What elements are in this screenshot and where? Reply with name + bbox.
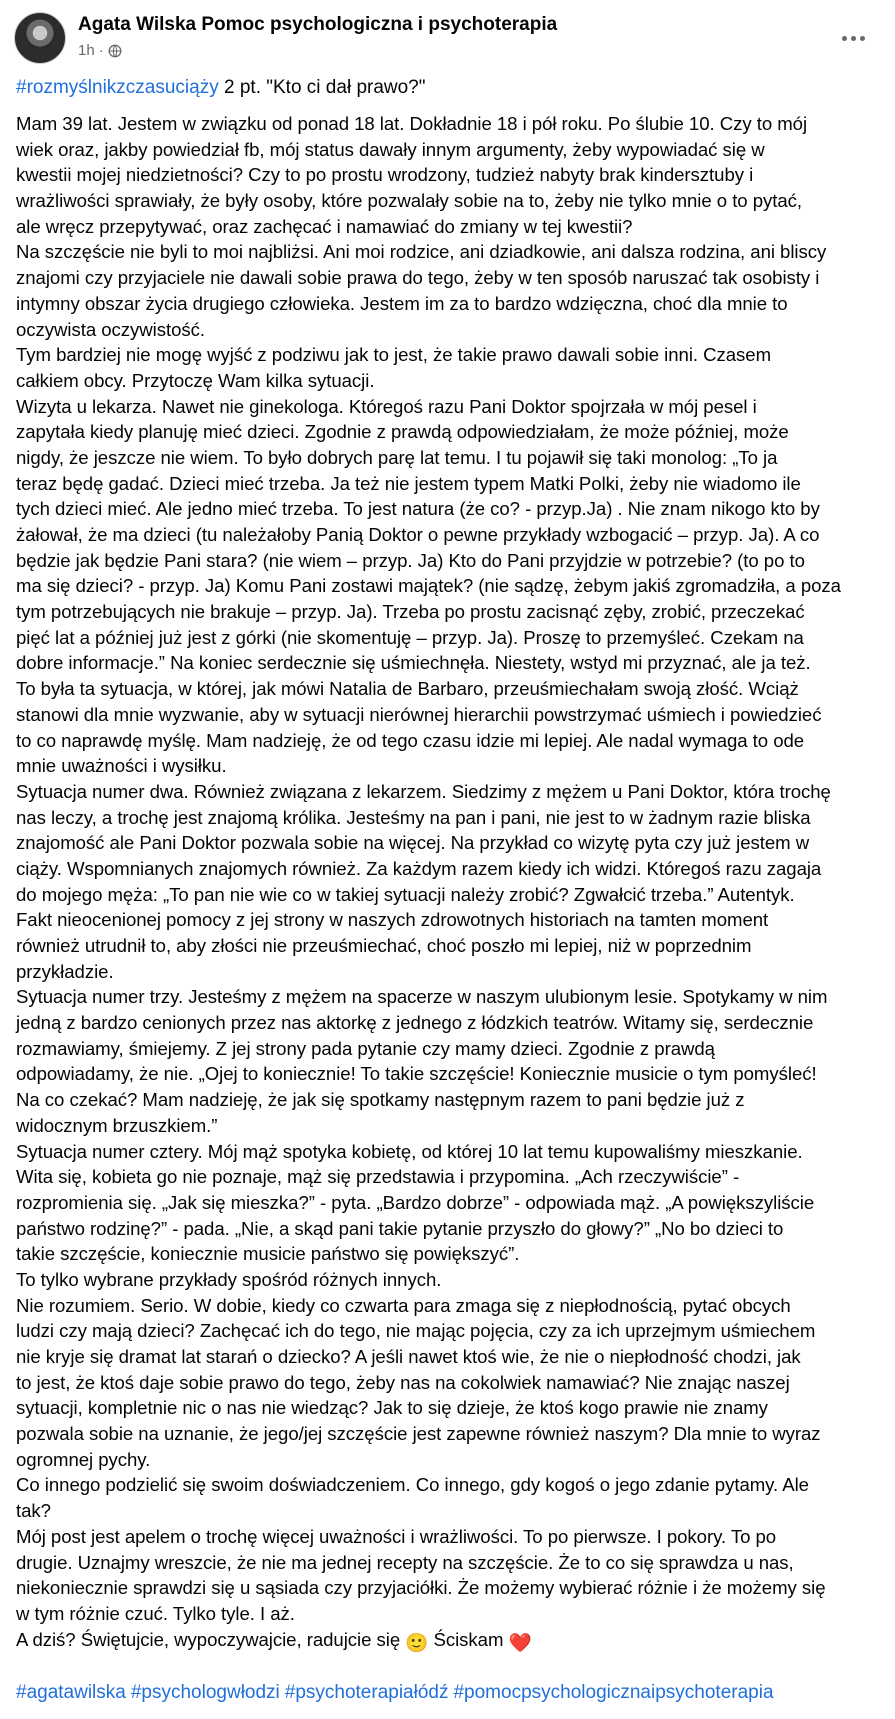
hashtag-link[interactable]: #agatawilska xyxy=(16,1682,126,1703)
post-text-line: drugie. Uznajmy wreszcie, że nie ma jednej recepty na szczęście. Że to co się sprawdza u nas, xyxy=(16,1551,794,1573)
post-text-line: wiek oraz, jakby powiedział fb, mój status dawały innym argumenty, żeby wypowiadać się w xyxy=(16,138,765,160)
post-text-line: tak? xyxy=(16,1500,51,1522)
post-text-line: mnie uważności i wysiłku. xyxy=(16,755,227,777)
closing-text-2: Ściskam xyxy=(428,1628,509,1650)
post-text-line: ludzi czy mają dzieci? Zachęcać ich do tego, nie mając pojęcia, czy za ich uprzejmym uśmiechem xyxy=(16,1320,816,1342)
post-text-line: znajomi czy przyjaciele nie dawali sobie prawa do tego, żeby w ten sposób naruszać tak osobisty i xyxy=(16,267,820,289)
dot-icon xyxy=(860,36,865,41)
post-text-line: państwo rodzinę?” - pada. „Nie, a skąd pani takie pytanie przyszło do głowy?” „No bo dzieci to xyxy=(16,1217,784,1239)
post-text-line: wrażliwości sprawiały, że były osoby, które pozwalały sobie na to, żeby nie tylko mnie o to pytać, xyxy=(16,190,803,212)
post-text-line: teraz będę gadać. Dzieci mieć trzeba. Ja też nie jestem typem Matki Polki, żeby nie wiadomo ile xyxy=(16,472,801,494)
hashtag-link[interactable]: #pomocpsychologicznaipsychoterapia xyxy=(453,1682,774,1703)
post-text-line: do mojego męża: „To pan nie wie co w takiej sytuacji należy zrobić? Zgwałcić trzeba.” Autentyk. xyxy=(16,883,795,905)
author-name[interactable]: Agata Wilska Pomoc psychologiczna i psychoterapia xyxy=(78,14,558,35)
post-text-line: Sytuacja numer cztery. Mój mąż spotyka kobietę, od której 10 lat temu kupowaliśmy mieszkanie. xyxy=(16,1140,803,1162)
heart-emoji-icon: ❤️ xyxy=(508,1631,532,1653)
post-text-line: To tylko wybrane przykłady spośród różnych innych. xyxy=(16,1268,442,1290)
post-text-line: to co naprawdę myślę. Mam nadzieję, że od tego czasu idzie mi lepiej. Ale nadal wymaga to ode xyxy=(16,729,805,751)
post-text-line: ma się dzieci? - przyp. Ja) Komu Pani zostawi majątek? (nie sądzę, żebym jakiś zgromadziła, a poza xyxy=(16,575,841,597)
post-text-line: jedną z bardzo cenionych przez nas aktorkę z jednego z łódzkich teatrów. Witamy się, serdecznie xyxy=(16,1012,814,1034)
post-text-line: przykładzie. xyxy=(16,960,114,982)
post-text-line: ciąży. Wspomnianych znajomych również. Za każdym razem kiedy ich widzi. Któregoś razu zagaja xyxy=(16,857,822,879)
smile-emoji-icon: 🙂 xyxy=(405,1631,429,1653)
post-text-line: odpowiadamy, że nie. „Ojej to koniecznie! To takie szczęście! Koniecznie musicie o tym pomyśleć! xyxy=(16,1063,817,1085)
post-text-line: Wita się, kobieta go nie poznaje, mąż się przedstawia i przypomina. „Ach rzeczywiście” - xyxy=(16,1166,740,1188)
post-text-line: Na co czekać? Mam nadzieję, że jak się spotkamy następnym razem to pani będzie już z xyxy=(16,1089,745,1111)
post-text-line: tych dzieci mieć. Ale jedno mieć trzeba. To jest natura (że co? - przyp.Ja) . Nie znam nikogo kto by xyxy=(16,498,820,520)
post-text-line: rozmawiamy, śmiejemy. Z jej strony pada pytanie czy mamy dzieci. Zgodnie z prawdą xyxy=(16,1037,715,1059)
post-text-line: sytuacji, kompletnie nic o nas nie wiedząc? Jak to się dzieje, że ktoś kogo prawie nie znamy xyxy=(16,1397,768,1419)
post-body xyxy=(16,111,886,1652)
post-text-line: nas leczy, a trochę jest znajomą królika. Jesteśmy na pan i pani, nie jest to w żadnym razie bliska xyxy=(16,806,811,828)
post-text-line: ale wręcz przepytywać, oraz zachęcać i namawiać do zmiany w tej kwestii? xyxy=(16,215,633,237)
footer-hashtags xyxy=(16,1680,779,1706)
post-text-line: dobre informacje.” Na koniec serdecznie się uśmiechnęła. Niestety, wstyd mi przyznać, ale ja też. xyxy=(16,652,811,674)
post-text-line: znajomość ale Pani Doktor pozwala sobie na więcej. Na przykład co wizytę pyta czy już jestem w xyxy=(16,832,810,854)
intro-text: 2 pt. "Kto ci dał prawo?" xyxy=(218,77,426,98)
hashtag-link[interactable]: #psychologwłodzi xyxy=(130,1682,280,1703)
more-options-button[interactable] xyxy=(835,20,871,56)
intro-hashtag-link[interactable]: #rozmyślnikzczasuciąży xyxy=(16,77,219,98)
post-text-line: również utrudnił to, aby złości nie przeuśmiechać, choć poszło mi lepiej, niż w poprzednim xyxy=(16,935,752,956)
post-text-line: oczywista oczywistość. xyxy=(16,318,206,340)
post-text-line: Co innego podzielić się swoim doświadczeniem. Co innego, gdy kogoś o jego zdanie pytamy. Ale xyxy=(16,1474,809,1496)
post-text-line: takie szczęście, koniecznie musicie państwo się powiększyć”. xyxy=(16,1243,520,1265)
post-text-line: niekoniecznie sprawdzi się u sąsiada czy przyjaciółki. Że możemy wybierać różnie i że możemy się xyxy=(16,1577,826,1599)
post-time[interactable]: 1h xyxy=(78,42,95,59)
post-text-line: Sytuacja numer dwa. Również związana z lekarzem. Siedzimy z mężem u Pani Doktor, która trochę xyxy=(16,780,831,802)
dot-icon xyxy=(851,36,856,41)
post-text-line: żałował, że ma dzieci (tu należałoby Panią Doktor o pewne przykłady wzbogacić – przyp. Ja). A co xyxy=(16,524,820,545)
post-intro xyxy=(16,75,426,101)
post-text-line: rozpromienia się. „Jak się mieszka?” - pyta. „Bardzo dobrze” - odpowiada mąż. „A powiększyliście xyxy=(16,1191,815,1213)
post-text-line: Nie rozumiem. Serio. W dobie, kiedy co czwarta para zmaga się z niepłodnością, pytać obcych xyxy=(16,1294,791,1316)
post-text-line: stanowi dla mnie wyzwanie, aby w sytuacji nierównej hierarchii powstrzymać uśmiech i powiedzieć xyxy=(16,703,822,725)
post-text-line: Sytuacja numer trzy. Jesteśmy z mężem na spacerze w naszym ulubionym lesie. Spotykamy w nim xyxy=(16,986,828,1008)
post-text-line: Mam 39 lat. Jestem w związku od ponad 18 lat. Dokładnie 18 i pół roku. Po ślubie 10. Czy to mój xyxy=(16,113,808,134)
post-text-line: Fakt nieocenionej pomocy z jej strony w naszych zdrowotnych historiach na tamten moment xyxy=(16,909,769,931)
post-text-line: nie kryje się dramat lat starań o dziecko? A jeśli nawet ktoś wie, że nie o niepłodność chodzi, jak xyxy=(16,1346,801,1367)
post-text-line: widocznym brzuszkiem.” xyxy=(16,1114,218,1136)
post-text-line: Mój post jest apelem o trochę więcej uważności i wrażliwości. To po pierwsze. I pokory. To po xyxy=(16,1525,777,1547)
post-text-line: ogromnej pychy. xyxy=(16,1448,151,1470)
post-text-line: to jest, że ktoś daje sobie prawo do tego, żeby nas na cokolwiek namawiać? Nie znając naszej xyxy=(16,1371,790,1393)
post-text-line: pięć lat a później już jest z górki (nie skomentuję – przyp. Ja). Proszę to przemyśleć. Czekam na xyxy=(16,626,804,648)
globe-icon[interactable] xyxy=(108,44,122,58)
post-text-line: nigdy, że jeszcze nie wiem. To było dobrych parę lat temu. I tu pojawił się taki monolog: „To ja xyxy=(16,446,778,468)
dot-icon xyxy=(842,36,847,41)
closing-line xyxy=(16,1627,886,1653)
post-text-line: w tym różnie czuć. Tylko tyle. I aż. xyxy=(16,1602,295,1624)
post-text-line: Wizyta u lekarza. Nawet nie ginekologa. Któregoś razu Pani Doktor spojrzała w mój pesel i xyxy=(16,395,757,417)
post-text-line: zapytała kiedy planuję mieć dzieci. Zgodnie z prawdą odpowiedziałam, że może później, może xyxy=(16,421,789,443)
post-text-line: kwestii mojej niedzietności? Czy to po prostu wrodzony, tudzież nabyty brak kindersztuby i xyxy=(16,164,754,186)
hashtag-link[interactable]: #psychoterapiałódź xyxy=(284,1682,449,1703)
post-text-line: tym potrzebujących nie brakuje – przyp. Ja). Trzeba po prostu zacisnąć zęby, zrobić, przeczekać xyxy=(16,601,805,623)
post-text-line: intymny obszar życia drugiego człowieka. Jestem im za to bardzo wdzięczna, choć dla mnie to xyxy=(16,292,788,314)
post-text-line: będzie jak będzie Pani stara? (nie wiem – przyp. Ja) Kto do Pani przyjdzie w potrzebie? (to po to xyxy=(16,549,805,571)
closing-text: A dziś? Świętujcie, wypoczywajcie, radujcie się xyxy=(16,1628,406,1650)
avatar[interactable] xyxy=(14,12,66,64)
post-text-line: pozwala sobie na uznanie, że jego/jej szczęście jest zapewne również naszym? Dla mnie to wyraz xyxy=(16,1423,821,1445)
post-text-line: Tym bardziej nie mogę wyjść z podziwu jak to jest, że takie prawo dawali sobie inni. Czasem xyxy=(16,344,772,366)
post-text-line: całkiem obcy. Przytoczę Wam kilka sytuacji. xyxy=(16,369,375,391)
post-text-line: Na szczęście nie byli to moi najbliżsi. Ani moi rodzice, ani dziadkowie, ani dalsza rodzina, ani bliscy xyxy=(16,241,827,263)
post-text-line: To była ta sytuacja, w której, jak mówi Natalia de Barbaro, przeuśmiechałam swoją złość. Wciąż xyxy=(16,678,799,700)
meta-separator: · xyxy=(98,42,104,59)
post-header xyxy=(14,12,879,68)
post-meta xyxy=(78,42,122,59)
